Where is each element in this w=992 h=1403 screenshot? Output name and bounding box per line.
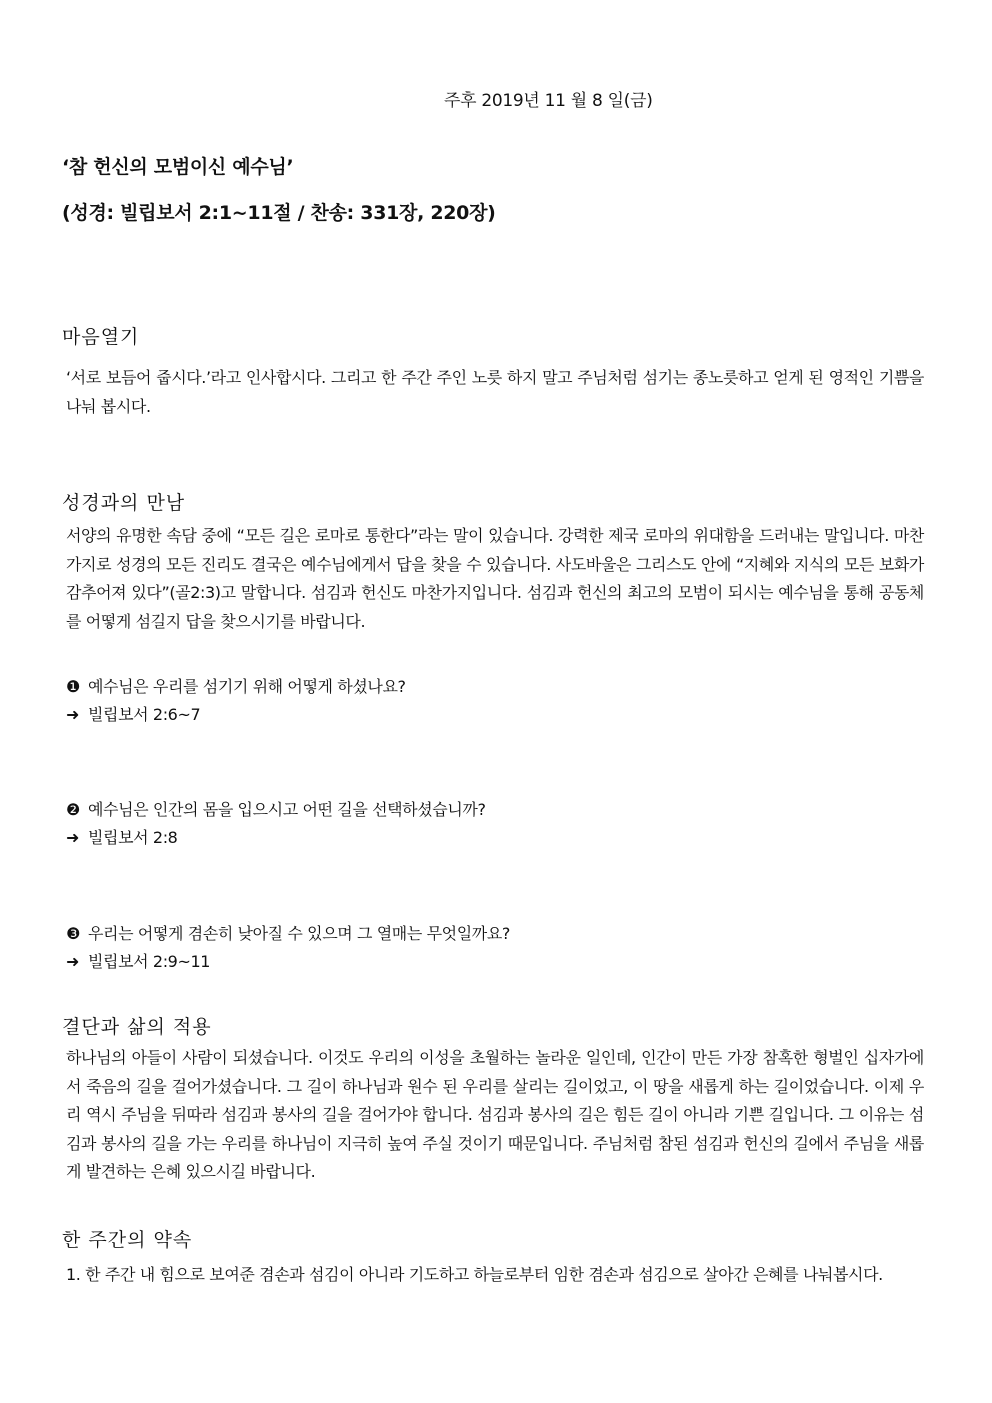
number-2-icon: ❷: [66, 800, 80, 819]
answer-ref-2: [66, 825, 177, 848]
question-2: [66, 797, 486, 820]
question-1: [66, 674, 406, 697]
number-1-icon: ❶: [66, 677, 80, 696]
answer-ref-3: [66, 949, 210, 972]
arrow-right-icon: ➜: [66, 705, 80, 724]
answer-ref-1-text: 빌립보서 2:6~7: [88, 705, 201, 724]
section-heading-opening: 마음열기: [62, 326, 140, 348]
number-3-icon: ❸: [66, 924, 80, 943]
section-heading-application: 결단과 삶의 적용: [62, 1016, 212, 1038]
question-1-text: 예수님은 우리를 섬기기 위해 어떻게 하셨나요?: [88, 677, 406, 696]
question-2-text: 예수님은 인간의 몸을 입으시고 어떤 길을 선택하셨습니까?: [88, 800, 486, 819]
scripture-reference: (성경: 빌립보서 2:1~11절 / 찬송: 331장, 220장): [62, 202, 496, 224]
question-3: [66, 921, 510, 944]
section-heading-meeting: 성경과의 만남: [62, 492, 186, 514]
promise-paragraph: 1. 한 주간 내 힘으로 보여준 겸손과 섬김이 아니라 기도하고 하늘로부터 임한 겸손과 섬김으로 살아간 은혜를 나눠봅시다.: [66, 1265, 883, 1284]
application-paragraph: 하나님의 아들이 사람이 되셨습니다. 이것도 우리의 이성을 초월하는 놀라운 일인데, 인간이 만든 가장 참혹한 형벌인 십자가에서 죽음의 길을 걸어가셨습니다. 그 길이 하나님과 원수 된 우리를 살리는 길이었고, 이 땅을 새롭게 하는 길이었습니다. 이제 우리 역시 주님을 뒤따라 섬김과 봉사의 길을 걸어가야 합니다. 섬김과 봉사의 길은 힘든 길이 아니라 기쁜 길입니다. 그 이유는 섬김과 봉사의 길을 가는 우리를 하나님이 지극히 높여 주실 것이기 때문입니다. 주님처럼 참된 섬김과 헌신의 길에서 주님을 새롭게 발견하는 은혜 있으시길 바랍니다.: [66, 1048, 924, 1181]
opening-paragraph: ‘서로 보듬어 줍시다.’라고 인사합시다. 그리고 한 주간 주인 노릇 하지 말고 주님처럼 섬기는 종노릇하고 얻게 된 영적인 기쁨을 나눠 봅시다.: [66, 368, 924, 416]
answer-ref-2-text: 빌립보서 2:8: [88, 828, 178, 847]
sermon-title: ‘참 헌신의 모범이신 예수님’: [62, 156, 294, 178]
section-heading-promise: 한 주간의 약속: [62, 1229, 193, 1251]
answer-ref-3-text: 빌립보서 2:9~11: [88, 952, 211, 971]
meeting-paragraph: 서양의 유명한 속담 중에 “모든 길은 로마로 통한다”라는 말이 있습니다. 강력한 제국 로마의 위대함을 드러내는 말입니다. 마찬가지로 성경의 모든 진리도 결국은 예수님에게서 답을 찾을 수 있습니다. 사도바울은 그리스도 안에 “지혜와 지식의 모든 보화가 감추어져 있다”(골2:3)고 말합니다. 섬김과 헌신도 마찬가지입니다. 섬김과 헌신의 최고의 모범이 되시는 예수님을 통해 공동체를 어떻게 섬길지 답을 찾으시기를 바랍니다.: [66, 526, 924, 631]
answer-ref-1: [66, 702, 200, 725]
arrow-right-icon: ➜: [66, 952, 80, 971]
question-3-text: 우리는 어떻게 겸손히 낮아질 수 있으며 그 열매는 무엇일까요?: [88, 924, 510, 943]
arrow-right-icon: ➜: [66, 828, 80, 847]
date-line: 주후 2019년 11 월 8 일(금): [444, 91, 653, 111]
